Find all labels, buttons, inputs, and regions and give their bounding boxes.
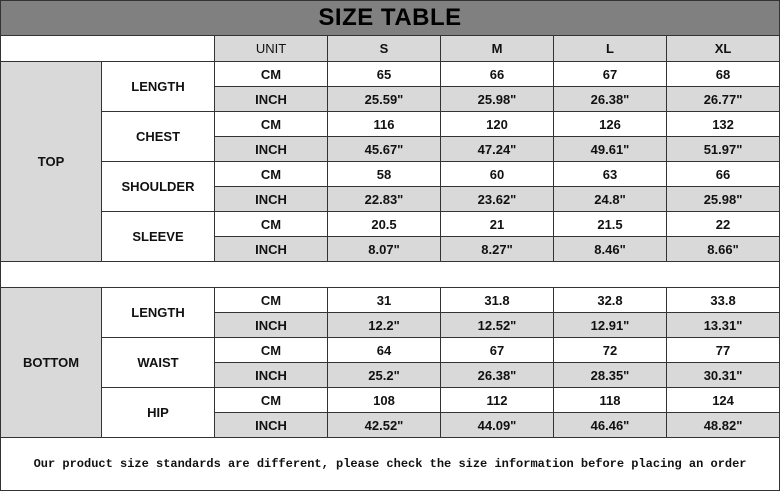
value-cell: 46.46" (554, 413, 667, 438)
value-cell: 31.8 (441, 288, 554, 313)
footer-note: Our product size standards are different, please check the size information before placing an order (1, 438, 780, 491)
unit-label: CM (215, 162, 328, 187)
value-cell: 25.98" (667, 187, 780, 212)
section-label: TOP (1, 62, 102, 262)
value-cell: 25.59" (328, 87, 441, 112)
spacer-cell (1, 262, 780, 288)
header-size-s: S (328, 36, 441, 62)
value-cell: 124 (667, 388, 780, 413)
measurement-label: CHEST (102, 112, 215, 162)
value-cell: 47.24" (441, 137, 554, 162)
value-cell: 21.5 (554, 212, 667, 237)
unit-label: INCH (215, 87, 328, 112)
unit-label: CM (215, 212, 328, 237)
measurement-label: LENGTH (102, 62, 215, 112)
value-cell: 120 (441, 112, 554, 137)
value-cell: 51.97" (667, 137, 780, 162)
value-cell: 13.31" (667, 313, 780, 338)
measurement-label: WAIST (102, 338, 215, 388)
table-row (1, 388, 780, 413)
unit-label: INCH (215, 313, 328, 338)
section-label: BOTTOM (1, 288, 102, 438)
value-cell: 64 (328, 338, 441, 363)
value-cell: 8.46" (554, 237, 667, 262)
value-cell: 44.09" (441, 413, 554, 438)
unit-label: CM (215, 388, 328, 413)
header-blank (1, 36, 215, 62)
value-cell: 116 (328, 112, 441, 137)
header-size-m: M (441, 36, 554, 62)
value-cell: 67 (441, 338, 554, 363)
value-cell: 30.31" (667, 363, 780, 388)
value-cell: 28.35" (554, 363, 667, 388)
table-row (1, 162, 780, 187)
table-row (1, 212, 780, 237)
unit-label: CM (215, 338, 328, 363)
value-cell: 8.07" (328, 237, 441, 262)
value-cell: 25.2" (328, 363, 441, 388)
value-cell: 66 (441, 62, 554, 87)
unit-label: INCH (215, 363, 328, 388)
value-cell: 12.2" (328, 313, 441, 338)
value-cell: 31 (328, 288, 441, 313)
value-cell: 22 (667, 212, 780, 237)
unit-label: INCH (215, 137, 328, 162)
value-cell: 12.91" (554, 313, 667, 338)
value-cell: 8.66" (667, 237, 780, 262)
value-cell: 49.61" (554, 137, 667, 162)
table-row (1, 112, 780, 137)
table-title: SIZE TABLE (1, 1, 780, 36)
value-cell: 118 (554, 388, 667, 413)
table-row (1, 288, 780, 313)
unit-label: CM (215, 112, 328, 137)
header-size-l: L (554, 36, 667, 62)
value-cell: 21 (441, 212, 554, 237)
value-cell: 112 (441, 388, 554, 413)
value-cell: 8.27" (441, 237, 554, 262)
value-cell: 68 (667, 62, 780, 87)
value-cell: 60 (441, 162, 554, 187)
value-cell: 25.98" (441, 87, 554, 112)
value-cell: 48.82" (667, 413, 780, 438)
table-row (1, 338, 780, 363)
section-spacer (1, 262, 780, 288)
value-cell: 22.83" (328, 187, 441, 212)
unit-label: INCH (215, 187, 328, 212)
note-row (1, 438, 780, 491)
value-cell: 58 (328, 162, 441, 187)
value-cell: 24.8" (554, 187, 667, 212)
value-cell: 132 (667, 112, 780, 137)
measurement-label: LENGTH (102, 288, 215, 338)
value-cell: 26.38" (441, 363, 554, 388)
measurement-label: SLEEVE (102, 212, 215, 262)
value-cell: 67 (554, 62, 667, 87)
measurement-label: HIP (102, 388, 215, 438)
value-cell: 23.62" (441, 187, 554, 212)
value-cell: 26.38" (554, 87, 667, 112)
value-cell: 32.8 (554, 288, 667, 313)
value-cell: 42.52" (328, 413, 441, 438)
value-cell: 66 (667, 162, 780, 187)
value-cell: 108 (328, 388, 441, 413)
value-cell: 72 (554, 338, 667, 363)
value-cell: 45.67" (328, 137, 441, 162)
unit-label: INCH (215, 413, 328, 438)
value-cell: 12.52" (441, 313, 554, 338)
table-row (1, 62, 780, 87)
header-unit: UNIT (215, 36, 328, 62)
header-row (1, 36, 780, 62)
unit-label: INCH (215, 237, 328, 262)
value-cell: 65 (328, 62, 441, 87)
value-cell: 26.77" (667, 87, 780, 112)
value-cell: 77 (667, 338, 780, 363)
value-cell: 126 (554, 112, 667, 137)
header-size-xl: XL (667, 36, 780, 62)
measurement-label: SHOULDER (102, 162, 215, 212)
value-cell: 20.5 (328, 212, 441, 237)
unit-label: CM (215, 288, 328, 313)
value-cell: 33.8 (667, 288, 780, 313)
value-cell: 63 (554, 162, 667, 187)
unit-label: CM (215, 62, 328, 87)
